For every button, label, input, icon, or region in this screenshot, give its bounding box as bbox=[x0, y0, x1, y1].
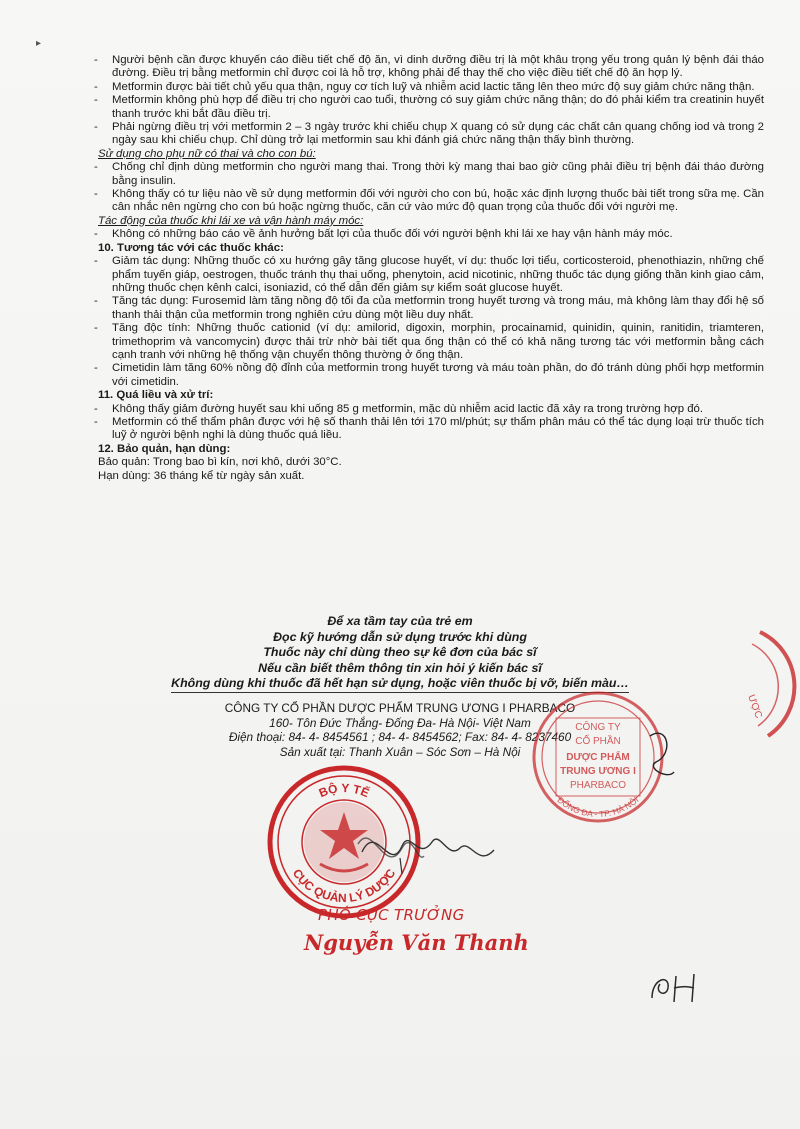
list-item: - Không thấy có tư liệu nào về sử dụng metformin đối với người cho con bú, hoặc xác định lượng thuốc bài tiết trong sữa mẹ. Cần cân nhắc nên ngừng cho con bú hoặc ngừng thuốc, căn cứ vào mức độ quan trọng của thuốc đối với người mẹ. bbox=[94, 188, 764, 214]
top-bullet-list bbox=[94, 54, 764, 148]
list-item: - Chống chỉ định dùng metformin cho người mang thai. Trong thời kỳ mang thai bao giờ cũng phải điều trị bệnh đái tháo đường bằng insulin. bbox=[94, 161, 764, 187]
section-11-heading: 11. Quá liều và xử trí: bbox=[98, 389, 214, 402]
list-item: - Không có những báo cáo về ảnh hưởng bất lợi của thuốc đối với người bệnh khi lái xe hay vận hành máy móc. bbox=[94, 228, 673, 241]
driving-heading: Tác động của thuốc khi lái xe và vận hành máy móc: bbox=[98, 214, 364, 227]
company-phone: Điện thoại: 84- 4- 8454561 ; 84- 4- 8454562; Fax: 84- 4- 8237460 bbox=[228, 730, 572, 745]
initials-text: PH bbox=[646, 955, 669, 972]
list-item: - Giảm tác dụng: Những thuốc có xu hướng gây tăng glucose huyết, ví dụ: thuốc lợi tiểu, corticosteroid, phenothiazin, những chế phẩm tuyến giáp, oestrogen, thuốc tránh thụ thai uống, phenytoin, acid nicotinic, những thuốc tác dụng giống thần kinh giao cảm, những thuốc chẹn kênh calci, isoniazid, có thể dẫn đến giảm sự kiểm soát glucose huyết. bbox=[94, 255, 764, 294]
list-item: - Người bệnh cần được khuyến cáo điều tiết chế độ ăn, vì dinh dưỡng điều trị là một khâu trọng yếu trong quản lý bệnh đái tháo đường. Điều trị bằng metformin chỉ được coi là hỗ trợ, không phải để thay thế cho việc điều tiết chế độ ăn hợp lý. bbox=[94, 54, 764, 80]
list-item: - Không thấy giảm đường huyết sau khi uống 85 g metformin, mặc dù nhiễm acid lactic đã xảy ra trong trường hợp đó. bbox=[94, 402, 704, 415]
handwritten-signature bbox=[356, 812, 516, 882]
pregnancy-heading: Sử dụng cho phụ nữ có thai và cho con bú: bbox=[98, 147, 316, 160]
section-10-heading: 10. Tương tác với các thuốc khác: bbox=[98, 241, 284, 254]
warning-block bbox=[160, 614, 640, 693]
list-item: - Cimetidin làm tăng 60% nồng độ đỉnh của metformin trong huyết tương và máu toàn phần, do đó tránh dùng phối hợp metformin với cimetidin. bbox=[94, 362, 764, 388]
storage-line: Bảo quản: Trong bao bì kín, nơi khô, dưới 30°C. bbox=[98, 456, 342, 469]
signer-name: Nguyễn Văn Thanh bbox=[304, 930, 529, 955]
edge-stamp-fragment bbox=[730, 630, 800, 740]
company-stamp-line: CÔNG TY bbox=[575, 722, 621, 733]
company-stamp-line: TRUNG ƯƠNG I bbox=[560, 766, 636, 777]
list-item: - Metformin có thể thẩm phân được với hệ số thanh thải lên tới 170 ml/phút; sự thẩm phân máu có thể tác dụng loại trừ thuốc tích luỹ ở người bệnh nghi là dùng thuốc quá liều. bbox=[94, 415, 764, 442]
warning-line: Để xa tầm tay của trẻ em bbox=[327, 614, 473, 628]
warning-line: Nếu cần biết thêm thông tin xin hỏi ý kiến bác sĩ bbox=[258, 660, 542, 675]
section-12-heading: 12. Bảo quản, hạn dùng: bbox=[98, 442, 231, 455]
list-item: - Phải ngừng điều trị với metformin 2 – 3 ngày trước khi chiếu chụp X quang có sử dụng các chất cản quang chống iod và trong 2 ngày sau khi chiếu chụp. Chỉ dùng trở lại metformin sau khi đánh giá chức năng thận thấy bình thường. bbox=[94, 121, 764, 147]
list-item: - Metformin được bài tiết chủ yếu qua thận, nguy cơ tích luỹ và nhiễm acid lactic tăng lên theo mức độ suy giảm chức năng thận. bbox=[94, 80, 755, 93]
ministry-stamp-ring: CỤC QUẢN LÝ DƯỢC bbox=[289, 866, 399, 906]
svg-text:ĐỐNG ĐA - TP. HÀ NỘI bbox=[556, 795, 641, 819]
list-item: - Tăng độc tính: Những thuốc cationid (ví dụ: amilorid, digoxin, morphin, procainamid, quinidin, quinin, ranitidin, triamteren, trimethoprim và vancomycin) được thải trừ nhờ bài tiết qua ống thận có thể có khả năng tương tác với metformin bằng cách cạnh tranh với những hệ thống vận chuyển thông thường ở ống thận. bbox=[94, 322, 764, 361]
leaflet-body bbox=[94, 54, 764, 483]
warning-line: Không dùng khi thuốc đã hết hạn sử dụng, hoặc viên thuốc bị vỡ, biến màu… bbox=[171, 676, 629, 693]
handwritten-initials bbox=[646, 955, 706, 1008]
warning-line: Đọc kỹ hướng dẫn sử dụng trước khi dùng bbox=[273, 629, 527, 644]
company-stamp bbox=[518, 684, 678, 830]
corner-mark: ▸ bbox=[36, 38, 42, 49]
company-stamp-ring: ĐỐNG ĐA - TP. HÀ NỘI bbox=[555, 794, 641, 820]
company-factory: Sản xuất tại: Thanh Xuân – Sóc Sơn – Hà Nội bbox=[279, 744, 521, 759]
expiry-line: Hạn dùng: 36 tháng kể từ ngày sản xuất. bbox=[98, 469, 305, 482]
company-stamp-line: PHARBACO bbox=[569, 780, 627, 791]
company-address: 160- Tôn Đức Thắng- Đống Đa- Hà Nội- Việt Nam bbox=[269, 715, 531, 730]
edge-stamp-text: ƯỢC bbox=[745, 693, 764, 720]
svg-text:BỘ Y TẾ bbox=[317, 780, 372, 800]
signer-title: PHÓ CỤC TRƯỞNG bbox=[318, 906, 465, 924]
company-name: CÔNG TY CỔ PHẦN DƯỢC PHẨM TRUNG ƯƠNG I PHARBACO bbox=[224, 701, 576, 715]
warning-line: Thuốc này chỉ dùng theo sự kê đơn của bác sĩ bbox=[263, 645, 537, 659]
company-stamp-line: DƯỢC PHẨM bbox=[566, 752, 630, 763]
list-item: - Metformin không phù hợp để điều trị cho người cao tuổi, thường có suy giảm chức năng thận; do đó phải kiểm tra creatinin huyết thanh trước khi bắt đầu điều trị. bbox=[94, 94, 764, 120]
company-stamp-line: CỔ PHẦN bbox=[575, 736, 621, 747]
ministry-stamp-top: BỘ Y TẾ bbox=[316, 780, 372, 801]
list-item: - Tăng tác dụng: Furosemid làm tăng nồng độ tối đa của metformin trong huyết tương và trong máu, mà không làm thay đổi hệ số thanh thải thận của metformin trong nghiên cứu dùng một liều duy nhất. bbox=[94, 295, 764, 321]
